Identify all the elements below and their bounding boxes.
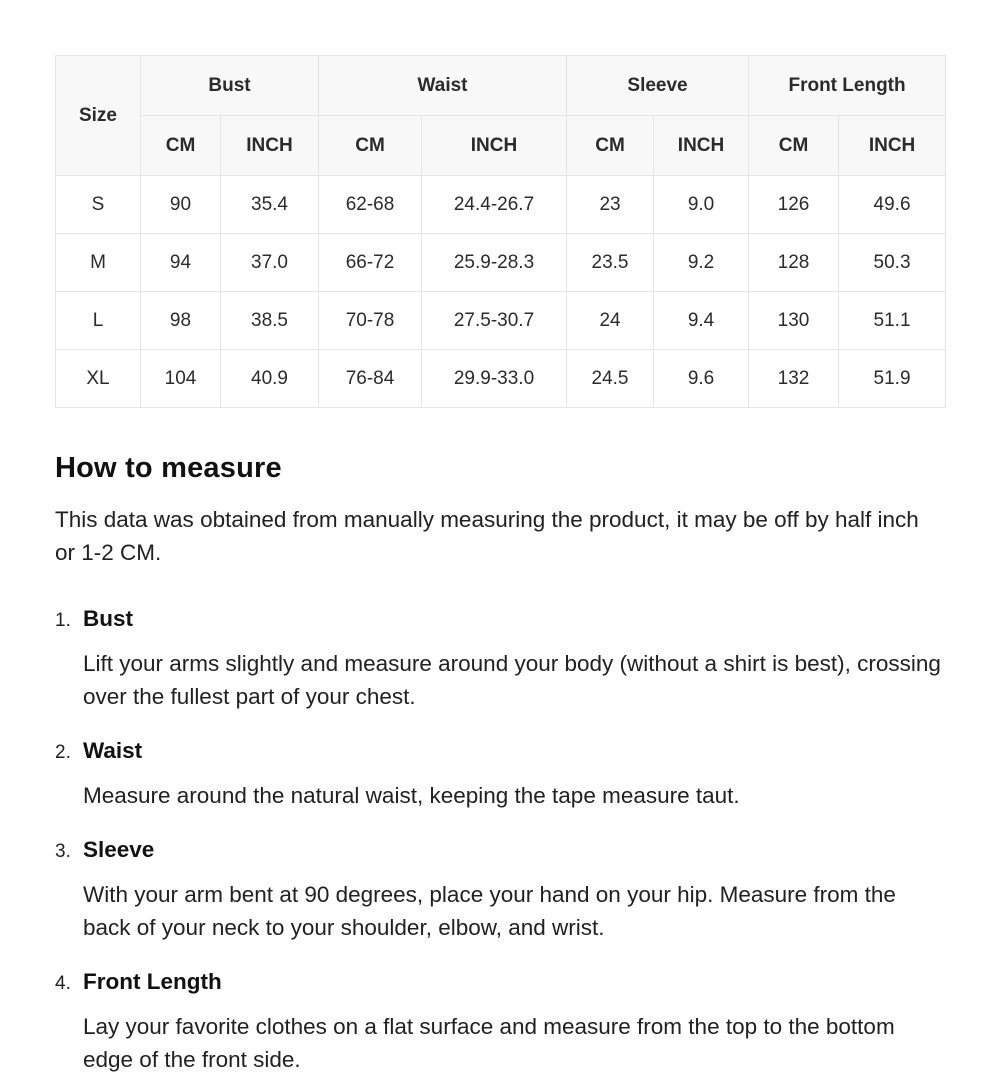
measurement-cell: 9.4 [654, 292, 749, 350]
group-header-row [56, 56, 946, 116]
measurement-cell: 35.4 [221, 176, 319, 234]
measure-step [55, 605, 945, 713]
measurement-cell: 24.5 [567, 350, 654, 408]
column-header-size: Size [56, 56, 141, 176]
measurement-cell: 23.5 [567, 234, 654, 292]
step-description: Lift your arms slightly and measure around your body (without a shirt is best), crossing over the fullest part of your chest. [83, 651, 941, 709]
step-number: 1. [55, 610, 71, 631]
measurement-cell: 62-68 [319, 176, 422, 234]
step-body [83, 737, 945, 812]
size-table-row [56, 292, 946, 350]
unit-header-waist-cm: CM [319, 116, 422, 176]
measurement-cell: 24 [567, 292, 654, 350]
measurement-cell: 9.6 [654, 350, 749, 408]
measurement-cell: 23 [567, 176, 654, 234]
measurement-cell: 126 [749, 176, 839, 234]
step-title: Sleeve [83, 837, 155, 862]
measurement-cell: 51.1 [839, 292, 946, 350]
measurement-cell: 98 [141, 292, 221, 350]
step-number: 2. [55, 742, 71, 763]
unit-header-sleeve-inch: INCH [654, 116, 749, 176]
column-group-sleeve: Sleeve [567, 56, 749, 116]
measurement-cell: 132 [749, 350, 839, 408]
measure-steps-list [55, 605, 945, 1076]
size-table-body [56, 176, 946, 408]
size-cell: S [56, 176, 141, 234]
size-cell: M [56, 234, 141, 292]
size-table-row [56, 234, 946, 292]
unit-header-row [56, 116, 946, 176]
measurement-cell: 70-78 [319, 292, 422, 350]
measurement-cell: 66-72 [319, 234, 422, 292]
step-description: With your arm bent at 90 degrees, place your hand on your hip. Measure from the back of your neck to your shoulder, elbow, and wrist. [83, 882, 896, 940]
step-title: Bust [83, 606, 133, 631]
unit-header-bust-cm: CM [141, 116, 221, 176]
measurement-cell: 24.4-26.7 [422, 176, 567, 234]
how-to-measure-title: How to measure [55, 452, 282, 484]
step-number: 4. [55, 973, 71, 994]
column-group-front-length: Front Length [749, 56, 946, 116]
measurement-cell: 40.9 [221, 350, 319, 408]
step-title: Front Length [83, 969, 222, 994]
measurement-cell: 51.9 [839, 350, 946, 408]
measurement-cell: 38.5 [221, 292, 319, 350]
step-body [83, 605, 945, 713]
unit-header-front-length-inch: INCH [839, 116, 946, 176]
size-table-row [56, 350, 946, 408]
size-chart-header [56, 56, 946, 176]
measure-step [55, 737, 945, 812]
size-chart-table [55, 55, 946, 408]
unit-header-waist-inch: INCH [422, 116, 567, 176]
size-cell: L [56, 292, 141, 350]
measurement-cell: 49.6 [839, 176, 946, 234]
step-description: Measure around the natural waist, keeping the tape measure taut. [83, 783, 740, 808]
measurement-cell: 50.3 [839, 234, 946, 292]
step-body [83, 968, 945, 1076]
size-cell: XL [56, 350, 141, 408]
unit-header-sleeve-cm: CM [567, 116, 654, 176]
column-group-waist: Waist [319, 56, 567, 116]
measurement-cell: 104 [141, 350, 221, 408]
measurement-cell: 76-84 [319, 350, 422, 408]
measurement-cell: 29.9-33.0 [422, 350, 567, 408]
measurement-cell: 130 [749, 292, 839, 350]
column-group-bust: Bust [141, 56, 319, 116]
measurement-cell: 27.5-30.7 [422, 292, 567, 350]
measurement-cell: 128 [749, 234, 839, 292]
measurement-cell: 94 [141, 234, 221, 292]
measurement-cell: 25.9-28.3 [422, 234, 567, 292]
step-body [83, 836, 945, 944]
step-number: 3. [55, 841, 71, 862]
unit-header-bust-inch: INCH [221, 116, 319, 176]
measurement-cell: 90 [141, 176, 221, 234]
how-to-measure-intro: This data was obtained from manually measuring the product, it may be off by half inch or 1-2 CM. [55, 507, 919, 565]
measure-step [55, 836, 945, 944]
measurement-cell: 9.2 [654, 234, 749, 292]
step-title: Waist [83, 738, 143, 763]
measurement-cell: 9.0 [654, 176, 749, 234]
measure-step [55, 968, 945, 1076]
unit-header-front-length-cm: CM [749, 116, 839, 176]
measurement-cell: 37.0 [221, 234, 319, 292]
size-table-row [56, 176, 946, 234]
step-description: Lay your favorite clothes on a flat surface and measure from the top to the bottom edge of the front side. [83, 1014, 895, 1072]
